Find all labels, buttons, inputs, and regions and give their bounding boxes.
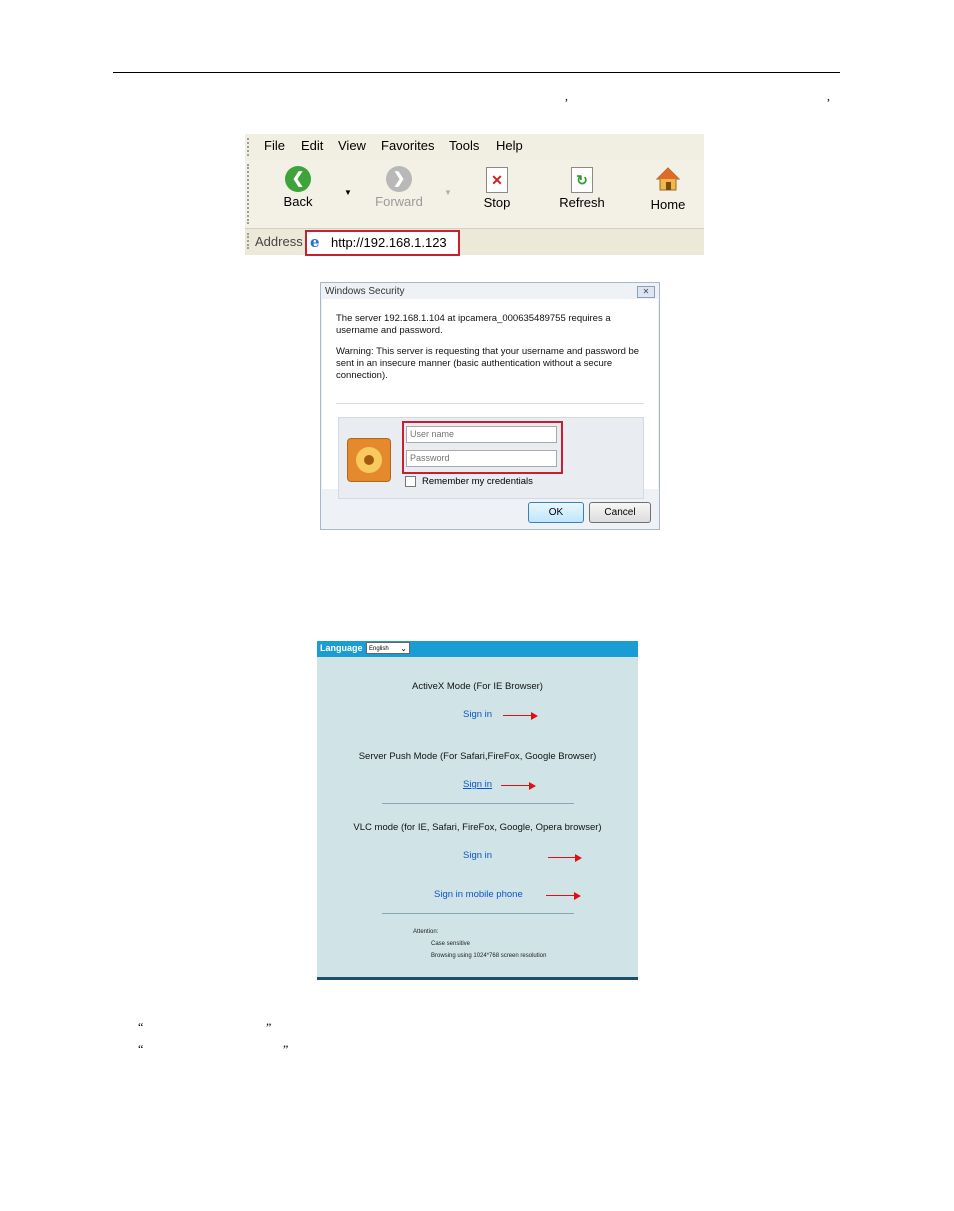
refresh-button[interactable] [552,166,612,210]
quote-open-1: “ [138,1020,144,1034]
dialog-title: Windows Security [325,286,405,297]
remember-checkbox[interactable] [405,476,416,487]
home-label: Home [650,197,686,212]
header-rule [113,72,840,73]
forward-button[interactable] [369,166,429,209]
refresh-icon: ↻ [571,167,593,193]
forward-dropdown-icon[interactable]: ▼ [444,188,452,197]
menu-bar [245,134,704,160]
ok-button[interactable]: OK [528,502,584,523]
address-grip [247,233,251,249]
ie-logo-icon: e [310,233,320,251]
menu-edit[interactable]: Edit [301,138,324,153]
vlc-sign-in-link[interactable]: Sign in [463,850,493,861]
menu-grip [247,138,251,156]
arrow-icon [548,854,582,862]
password-field[interactable] [406,450,557,467]
home-button[interactable] [638,166,698,212]
ie-toolbar-screenshot [245,134,704,254]
forward-label: Forward [375,194,423,209]
menu-file[interactable]: File [264,138,285,153]
camera-header-bar [317,641,638,657]
dialog-warning: Warning: This server is requesting that your username and password be sent in an insecure manner (basic authentication without a secure connection). [336,346,640,381]
forward-arrow-icon: ❯ [386,166,412,192]
activex-sign-in-link[interactable]: Sign in [463,709,493,720]
menu-view[interactable]: View [338,138,366,153]
arrow-icon [546,892,581,900]
comma-1: , [565,89,568,103]
address-label: Address [255,234,303,249]
address-bar [245,228,704,255]
language-value: English [369,646,389,652]
server-push-heading: Server Push Mode (For Safari,FireFox, Google Browser) [358,751,597,762]
back-label: Back [283,194,313,209]
dialog-message: The server 192.168.1.104 at ipcamera_000635489755 requires a username and password. [336,313,611,336]
dialog-body [322,299,658,489]
note-resolution: Browsing using 1024*768 screen resolution [431,953,547,959]
back-arrow-icon: ❮ [285,166,311,192]
arrow-icon [503,712,538,720]
language-select[interactable] [366,642,410,654]
close-icon[interactable]: ✕ [637,286,655,298]
language-label: Language [320,643,363,653]
user-avatar-icon [347,438,391,482]
divider [382,913,574,914]
stop-icon: ✕ [486,167,508,193]
credentials-panel [338,417,644,499]
attention-label: Attention: [413,929,439,935]
back-button[interactable] [268,166,328,209]
stop-button[interactable] [467,166,527,210]
menu-help[interactable]: Help [496,138,523,153]
arrow-icon [501,782,536,790]
vlc-heading: VLC mode (for IE, Safari, FireFox, Google, Opera browser) [353,822,602,833]
menu-favorites[interactable]: Favorites [381,138,435,153]
camera-login-page [317,641,638,980]
note-case-sensitive: Case sensitive [431,941,471,947]
divider [382,803,574,804]
remember-credentials[interactable] [405,476,533,487]
home-icon [655,166,681,192]
refresh-label: Refresh [559,195,605,210]
back-dropdown-icon[interactable]: ▼ [344,188,352,197]
cancel-button[interactable]: Cancel [589,502,651,523]
dialog-separator [336,403,644,404]
standard-toolbar [245,160,704,228]
chevron-down-icon: ⌄ [400,644,407,653]
quote-close-1: ” [266,1020,272,1034]
server-push-sign-in-link[interactable]: Sign in [463,779,493,790]
remember-label: Remember my credentials [422,476,533,488]
address-input[interactable] [305,230,460,256]
quote-open-2: “ [138,1042,144,1056]
mobile-sign-in-link[interactable]: Sign in mobile phone [434,889,523,900]
address-url: http://192.168.1.123 [331,235,447,250]
username-field[interactable] [406,426,557,443]
quote-close-2: ” [283,1042,289,1056]
windows-security-dialog [320,282,660,530]
toolbar-grip [247,164,251,224]
stop-label: Stop [483,195,511,210]
credentials-highlight [402,421,563,474]
comma-2: , [827,89,830,103]
menu-tools[interactable]: Tools [449,138,480,153]
activex-heading: ActiveX Mode (For IE Browser) [412,681,543,692]
